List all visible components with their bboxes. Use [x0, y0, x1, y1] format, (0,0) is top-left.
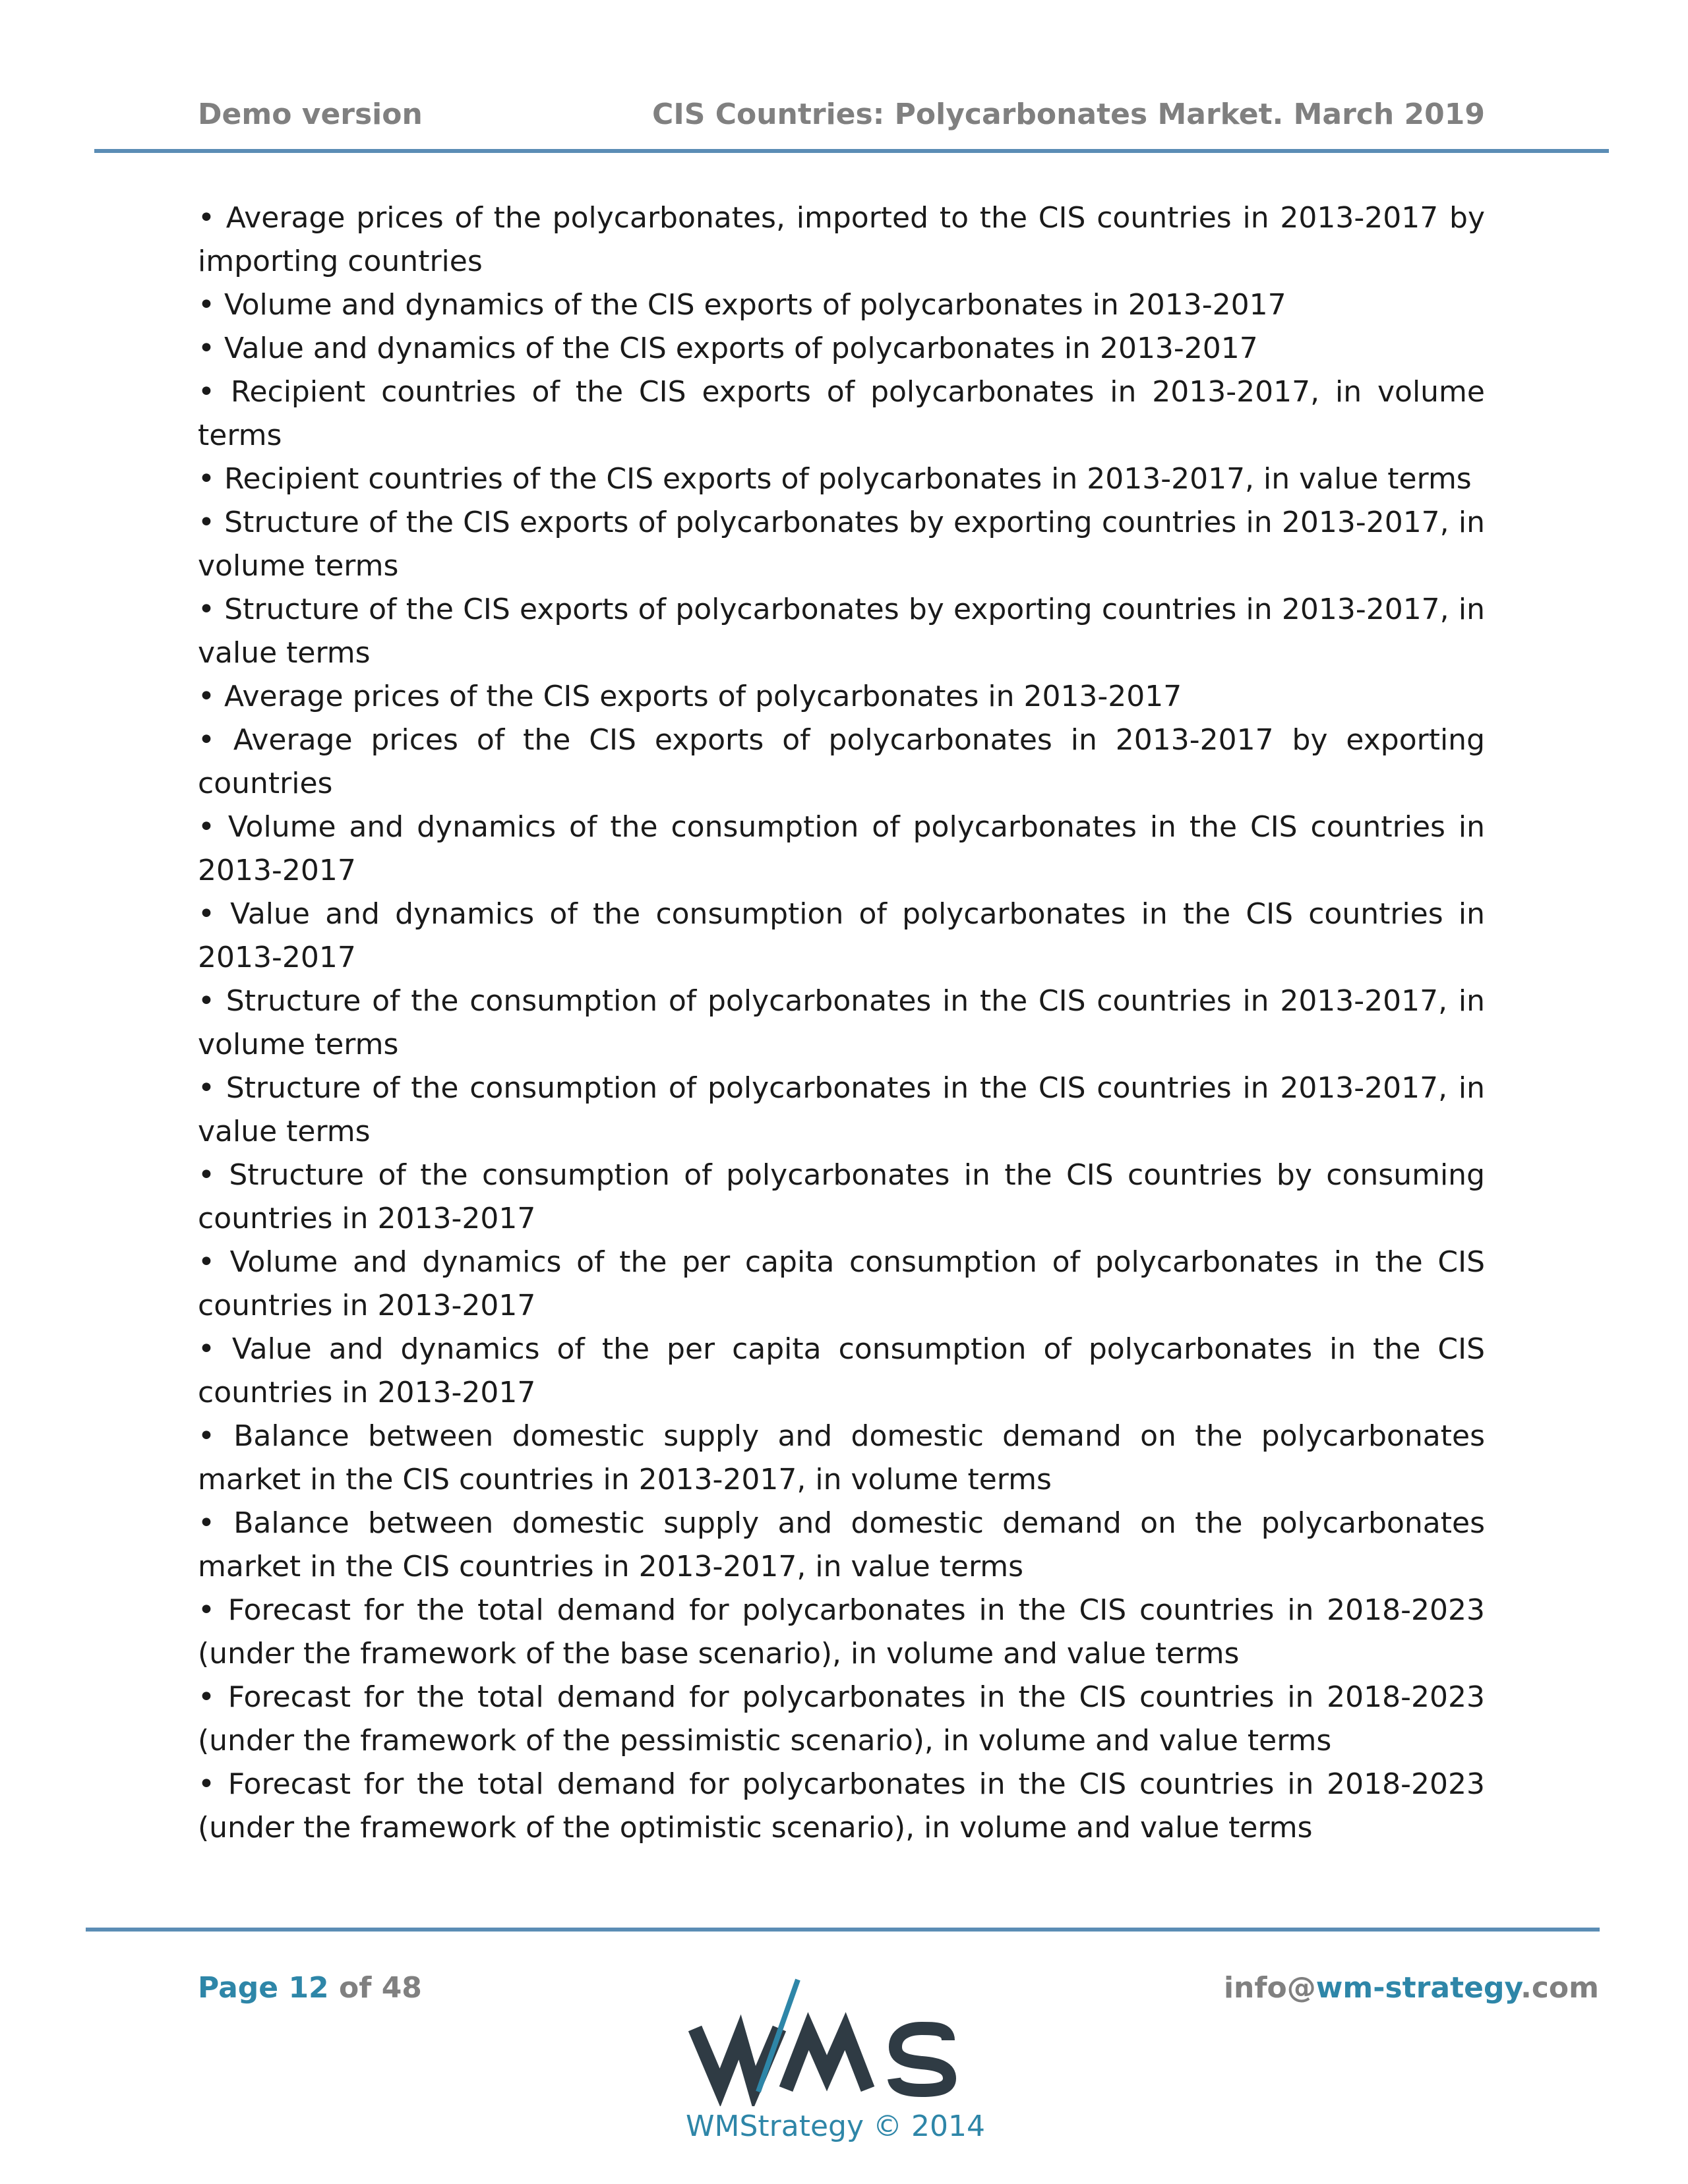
- list-item: • Recipient countries of the CIS exports of polycarbonates in 2013-2017, in value terms: [198, 462, 1472, 496]
- list-item: • Structure of the CIS exports of polycarbonates by exporting countries in 2013-2017, in value terms: [198, 593, 1485, 670]
- copyright-text: WMStrategy © 2014: [686, 2110, 985, 2143]
- list-item: • Average prices of the CIS exports of polycarbonates in 2013-2017 by exporting countries: [198, 723, 1485, 800]
- list-item: • Forecast for the total demand for polycarbonates in the CIS countries in 2018-2023 (under the framework of the optimistic scenario), in volume and value terms: [198, 1767, 1485, 1845]
- list-item: • Recipient countries of the CIS exports of polycarbonates in 2013-2017, in volume terms: [198, 375, 1485, 452]
- wms-logo-mark: [686, 1974, 963, 2106]
- list-item: • Value and dynamics of the per capita consumption of polycarbonates in the CIS countries in 2013-2017: [198, 1332, 1485, 1409]
- list-item: • Balance between domestic supply and domestic demand on the polycarbonates market in the CIS countries in 2013-2017, in volume terms: [198, 1419, 1485, 1496]
- list-item: • Value and dynamics of the CIS exports of polycarbonates in 2013-2017: [198, 332, 1258, 365]
- list-item: • Balance between domestic supply and domestic demand on the polycarbonates market in the CIS countries in 2013-2017, in value terms: [198, 1506, 1485, 1583]
- list-item: • Forecast for the total demand for polycarbonates in the CIS countries in 2018-2023 (under the framework of the pessimistic scenario), in volume and value terms: [198, 1680, 1485, 1757]
- demo-version-label: Demo version: [198, 98, 423, 131]
- current-page-number: 12: [288, 1971, 329, 2005]
- document-title: CIS Countries: Polycarbonates Market. March 2019: [652, 98, 1485, 131]
- list-item: • Volume and dynamics of the consumption of polycarbonates in the CIS countries in 2013-2017: [198, 810, 1485, 887]
- contents-list: [198, 196, 1485, 1850]
- page-number: [198, 1971, 422, 2005]
- page-total: of 48: [339, 1971, 422, 2005]
- list-item: • Structure of the consumption of polycarbonates in the CIS countries by consuming countries in 2013-2017: [198, 1158, 1485, 1235]
- contact-email-link[interactable]: [1224, 1971, 1599, 2005]
- header-rule: [94, 149, 1609, 153]
- page-header: [198, 98, 1485, 137]
- email-user: info@: [1223, 1971, 1316, 2005]
- email-domain: wm-strategy: [1315, 1971, 1521, 2005]
- list-item: • Average prices of the polycarbonates, imported to the CIS countries in 2013-2017 by importing countries: [198, 201, 1485, 278]
- list-item: • Forecast for the total demand for polycarbonates in the CIS countries in 2018-2023 (under the framework of the base scenario), in volume and value terms: [198, 1593, 1485, 1670]
- list-item: • Structure of the CIS exports of polycarbonates by exporting countries in 2013-2017, in volume terms: [198, 506, 1485, 583]
- footer-rule: [86, 1928, 1600, 1932]
- list-item: • Structure of the consumption of polycarbonates in the CIS countries in 2013-2017, in volume terms: [198, 984, 1485, 1061]
- wms-logo: [686, 1974, 985, 2146]
- list-item: • Volume and dynamics of the per capita consumption of polycarbonates in the CIS countries in 2013-2017: [198, 1245, 1485, 1322]
- list-item: • Structure of the consumption of polycarbonates in the CIS countries in 2013-2017, in value terms: [198, 1071, 1485, 1148]
- list-item: • Value and dynamics of the consumption of polycarbonates in the CIS countries in 2013-2017: [198, 897, 1485, 974]
- list-item: • Volume and dynamics of the CIS exports of polycarbonates in 2013-2017: [198, 288, 1286, 322]
- email-tld: .com: [1521, 1971, 1599, 2005]
- list-item: • Average prices of the CIS exports of polycarbonates in 2013-2017: [198, 680, 1182, 713]
- page-word: Page: [198, 1971, 279, 2005]
